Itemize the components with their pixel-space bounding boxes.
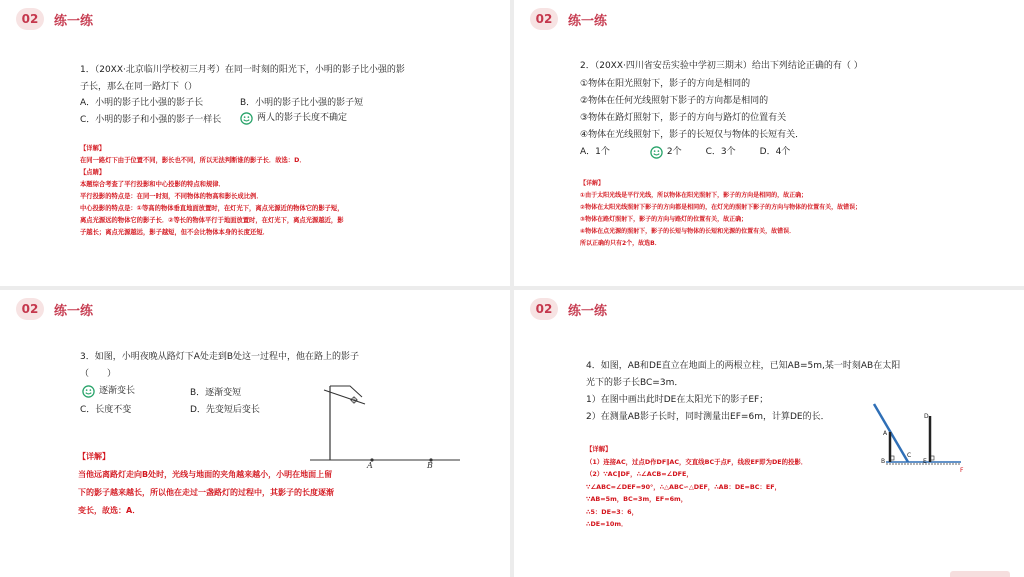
explanation xyxy=(586,443,807,531)
option-c: C．长度不变 xyxy=(80,405,132,415)
explain-line: 【详解】 xyxy=(78,452,110,461)
section-badge: 02 xyxy=(16,298,44,320)
corner-decoration xyxy=(950,571,1010,577)
question-line: 2）在测量AB影子长时，同时测量出EF=6m，计算DE的长． xyxy=(586,412,830,422)
explain-line: 【点睛】 xyxy=(80,169,106,176)
question-line: 3．如图，小明夜晚从路灯下A处走到B处这一过程中，他在路上的影子 xyxy=(80,352,360,362)
label-c: C xyxy=(907,452,912,459)
explain-line: 下的影子越来越长，所以他在走过一盏路灯的过程中，其影子的长度逐渐 xyxy=(78,488,334,497)
pillars-figure xyxy=(866,400,966,480)
label-e: E xyxy=(923,458,927,465)
option-d-text: 两人的影子长度不确定 xyxy=(257,113,348,123)
panel-title: 练一练 xyxy=(568,14,608,29)
label-b: B xyxy=(427,461,433,470)
explain-line: ③物体在路灯照射下，影子的方向与路灯的位置有关，故正确； xyxy=(580,216,748,223)
option-a: A．1个 xyxy=(580,147,610,157)
question-line: （ ） xyxy=(80,369,117,379)
label-d: D xyxy=(924,413,929,420)
question-text xyxy=(80,62,405,96)
section-badge: 02 xyxy=(16,8,44,30)
question-text: 2．（20XX·四川省安岳实验中学初三期末）给出下列结论正确的有（ ） xyxy=(580,61,863,71)
option-c: C．3个 xyxy=(705,147,736,157)
panel-title: 练一练 xyxy=(54,14,94,29)
panel-title: 练一练 xyxy=(54,304,94,319)
explain-line: 当他远离路灯走向B处时，光线与地面的夹角越来越小，小明在地面上留 xyxy=(78,470,333,479)
label-a: A xyxy=(883,430,888,437)
explain-line: （1）连接AC，过点D作DF∥AC，交直线BC于点F，线段EF即为DE的投影． xyxy=(586,457,808,466)
section-badge: 02 xyxy=(530,8,558,30)
slide-panel-1 xyxy=(0,0,510,286)
explain-line: ∴DE=10m． xyxy=(586,520,628,528)
option-d: D．先变短后变长 xyxy=(190,405,260,415)
statement: ①物体在阳光照射下，影子的方向是相同的 xyxy=(580,79,751,89)
question-line: 4．如图，AB和DE直立在地面上的两根立柱，已知AB=5m,某一时刻AB在太阳 xyxy=(586,361,901,371)
option-a xyxy=(78,383,135,400)
explain-line: 所以正确的只有2个，故选B． xyxy=(580,240,661,247)
explain-line: 在同一路灯下由于位置不同，影长也不同，所以无法判断谁的影子长．故选：D． xyxy=(80,157,306,164)
label-f: F xyxy=(960,467,964,474)
option-d xyxy=(236,110,347,127)
explain-line: 中心投影的特点是：①等高的物体垂直地面放置时，在灯光下，离点光源近的物体它的影子短， xyxy=(80,205,344,212)
explain-line: ①由于太阳光线是平行光线，所以物体在阳光照射下，影子的方向是相同的，故正确； xyxy=(580,192,808,199)
explain-line: （2）∵AC∥DF，∴∠ACB=∠DFE， xyxy=(586,470,693,478)
option-a: A．小明的影子比小强的影子长 xyxy=(80,98,204,108)
question-line: 1）在图中画出此时DE在太阳光下的影子EF； xyxy=(586,395,769,405)
question-line: 光下的影子长BC=3m． xyxy=(586,378,684,388)
label-a: A xyxy=(367,461,373,470)
slide-panel-3 xyxy=(0,290,510,577)
label-b: B xyxy=(881,458,886,465)
option-b: B．小明的影子比小强的影子短 xyxy=(240,98,364,108)
option-b: 2个 xyxy=(666,147,682,157)
question-line: 1．（20XX·北京临川学校初三月考）在同一时刻的阳光下，小明的影子比小强的影 xyxy=(80,65,405,75)
smiley-icon xyxy=(240,112,253,125)
explanation xyxy=(580,178,861,250)
explain-line: 变长，故选：A． xyxy=(78,506,141,515)
statement: ③物体在路灯照射下，影子的方向与路灯的位置有关 xyxy=(580,113,787,123)
section-badge: 02 xyxy=(530,298,558,320)
question-text xyxy=(586,358,900,426)
option-c: C．小明的影子和小强的影子一样长 xyxy=(80,115,222,125)
explain-line: 【详解】 xyxy=(580,180,605,187)
explanation xyxy=(80,143,344,239)
question-line: 子长，那么在同一路灯下（） xyxy=(80,82,198,92)
smiley-icon xyxy=(82,385,95,398)
explain-line: 子越长；离点光源越远，影子越短，但不会比物体本身的长度还短． xyxy=(80,229,269,236)
statement-list xyxy=(580,76,804,144)
smiley-icon xyxy=(650,146,663,159)
statement: ②物体在任何光线照射下影子的方向都是相同的 xyxy=(580,96,769,106)
explain-line: ②物体在太阳光线照射下影子的方向都是相同的，在灯光的照射下影子的方向与物体的位置有关，故错误； xyxy=(580,204,862,211)
panel-title: 练一练 xyxy=(568,304,608,319)
statement: ④物体在光线照射下，影子的长短仅与物体的长短有关． xyxy=(580,130,805,140)
option-d: D．4个 xyxy=(759,147,791,157)
explain-line: 平行投影的特点是：在同一时刻，不同物体的物高和影长成比例． xyxy=(80,193,263,200)
explain-line: ④物体在点光源的照射下，影子的长短与物体的长短和光源的位置有关，故错误． xyxy=(580,228,796,235)
explain-line: 【详解】 xyxy=(586,445,612,453)
explain-line: ∵∠ABC=∠DEF=90°，∴△ABC∽△DEF，∴AB：DE=BC：EF， xyxy=(586,482,781,491)
slide-panel-4 xyxy=(514,290,1024,577)
explain-line: 离点光源远的物体它的影子长．②等长的物体平行于地面放置时，在灯光下，离点光源越近，影 xyxy=(80,217,344,224)
explain-line: ∵AB=5m，BC=3m，EF=6m， xyxy=(586,495,688,503)
explain-line: 【详解】 xyxy=(80,145,106,152)
explanation xyxy=(78,448,334,520)
option-a-text: 逐渐变长 xyxy=(99,386,136,396)
explain-line: ∴5：DE=3：6， xyxy=(586,507,638,516)
options-row xyxy=(580,144,790,161)
slide-panel-2 xyxy=(514,0,1024,286)
option-b: B．逐渐变短 xyxy=(190,388,242,398)
explain-line: 本题综合考查了平行投影和中心投影的特点和规律． xyxy=(80,181,225,188)
